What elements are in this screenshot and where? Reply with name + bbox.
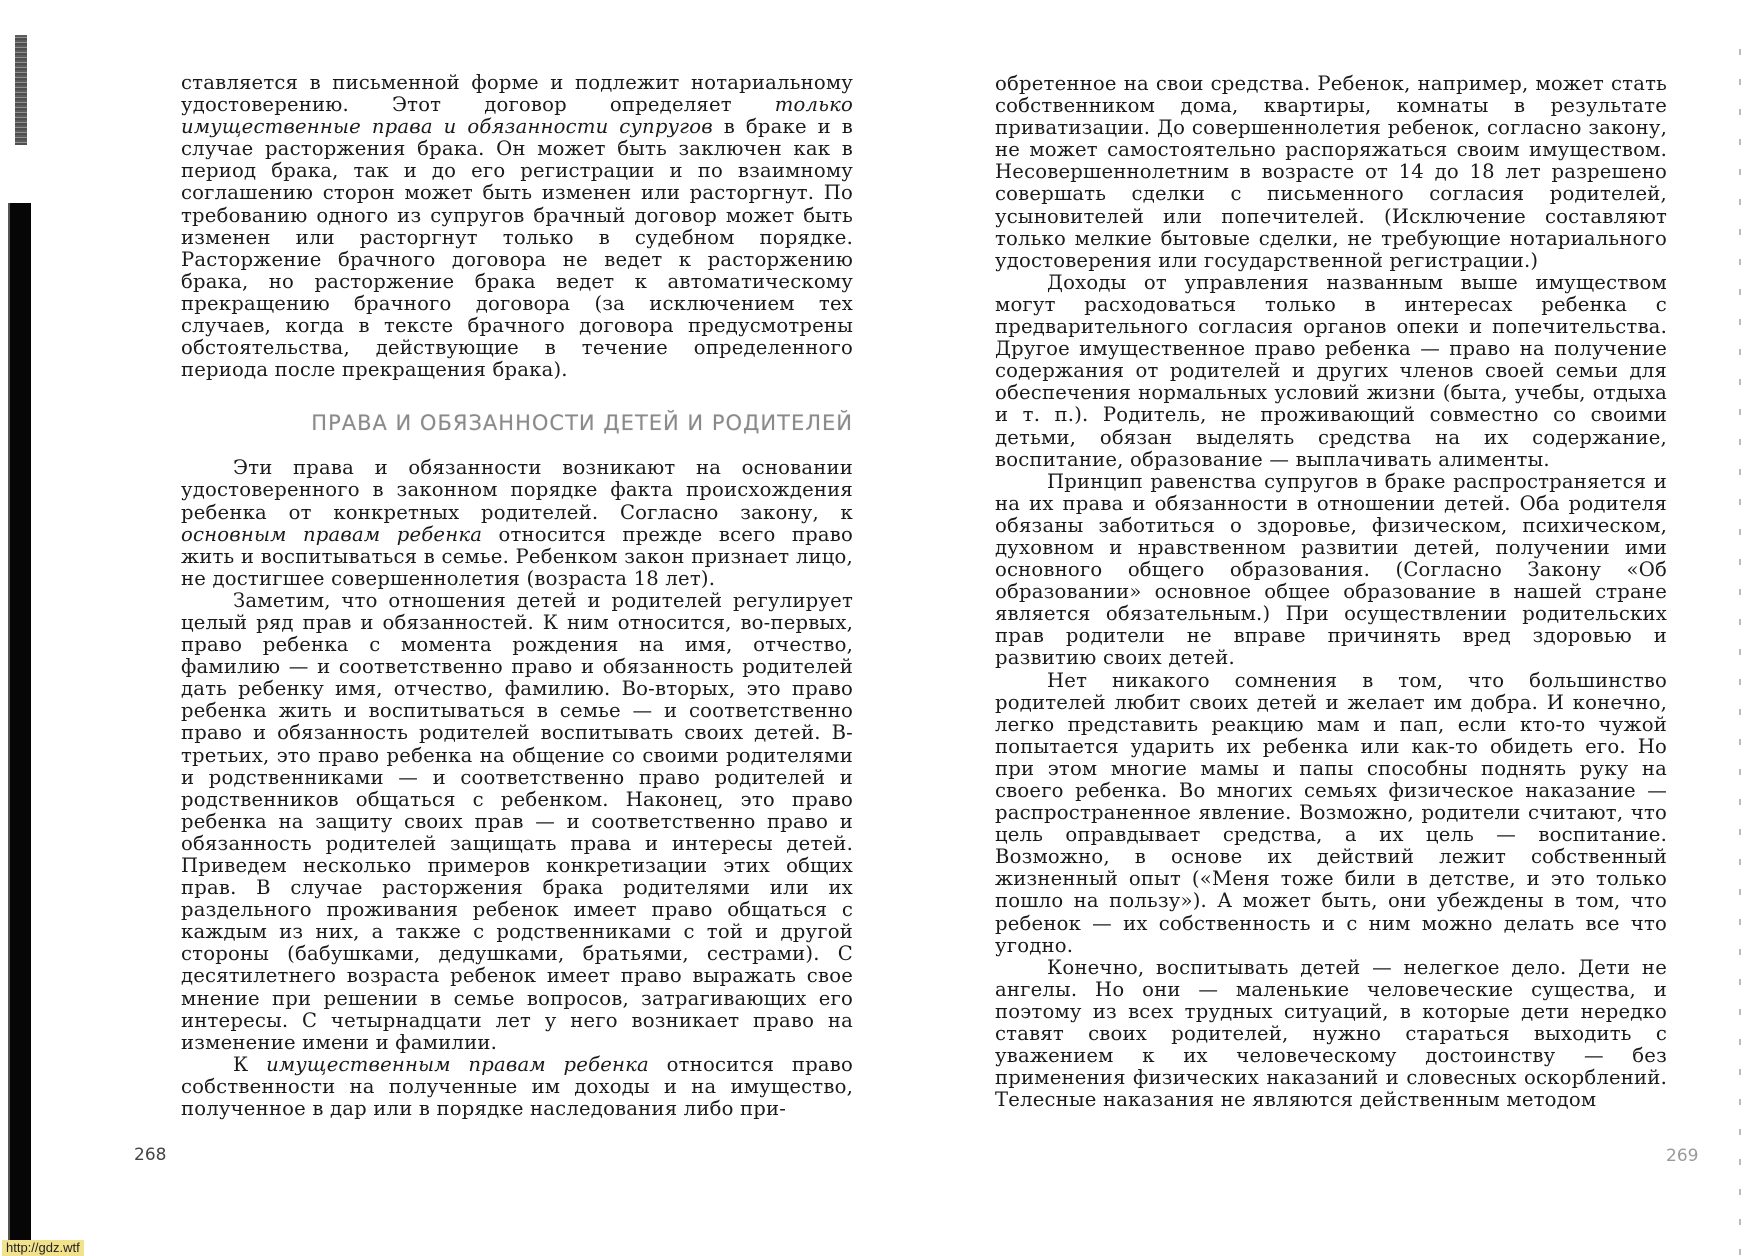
paragraph-income-management: Доходы от управления названным выше имуществом могут расходоваться только в интересах ребенка с предварительного согласия органов опеки и попечительства. Другое имущественное право ребенка — право на получение содержания от родителей и других членов своей семьи для обеспечения нормальных условий жизни (быта, учебы, отдыха и т. п.). Родитель, не проживающий совместно со своими детьми, обязан выделять средства на их содержание, воспитание, образование — выплачивать алименты. — [995, 270, 1667, 471]
watermark-link[interactable]: http://gdz.wtf — [2, 1240, 84, 1256]
paragraph-property-rights — [181, 1054, 853, 1120]
emphasis-text: только имущественные права и обязанности супругов — [181, 93, 853, 139]
page-number-right: 269 — [1666, 1146, 1699, 1166]
paragraph-upbringing: Конечно, воспитывать детей — нелегкое дело. Дети не ангелы. Но они — маленькие человеческие существа, и поэтому из всех трудных ситуаций, в которые дети нередко ставят своих родителей, нужно стараться выходить с уважением к их человеческому достоинству — без применения физических наказаний и словесных оскорблений. Телесные наказания не являются действенным методом — [995, 955, 1667, 1112]
paragraph-property-continued: обретенное на свои средства. Ребенок, например, может стать собственником дома, квартиры, комнаты в результате приватизации. До совершеннолетия ребенок, согласно закону, не может самостоятельно распоряжаться своим имуществом. Несовершеннолетним в возрасте от 14 до 18 лет разрешено совершать сделки с письменного согласия родителей, усыновителей или попечителей. (Исключение составляют только мелкие бытовые сделки, не требующие нотариального удостоверения или государственной регистрации.) — [995, 72, 1667, 272]
emphasis-text: имущественным правам ребенка — [266, 1052, 649, 1076]
section-heading: ПРАВА И ОБЯЗАННОСТИ ДЕТЕЙ И РОДИТЕЛЕЙ — [311, 411, 853, 436]
paragraph-rights-origin — [181, 457, 853, 590]
paragraph-physical-punishment: Нет никакого сомнения в том, что большинство родителей любит своих детей и желает им добра. И конечно, легко представить реакцию мам и пап, если кто-то чужой попытается ударить их ребенка или как-то обидеть его. Но при этом многие мамы и папы способны поднять руку на своего ребенка. Во многих семьях физическое наказание — распространенное явление. Возможно, родители считают, что цель оправдывает средства, а их цель — воспитание. Возможно, в основе их действий лежит собственный жизненный опыт («Меня тоже били в детстве, и это только пошло на пользу»). А может быть, они убеждены в том, что ребенок — их собственность и с ним можно делать все что угодно. — [995, 668, 1667, 957]
page-edge-line — [1739, 45, 1741, 1255]
scan-binding-shadow-top — [15, 35, 27, 145]
scan-binding-shadow — [8, 203, 31, 1241]
text: К — [233, 1052, 267, 1076]
paragraph-marriage-contract — [181, 72, 853, 381]
text: Эти права и обязанности возникают на основании удостоверенного в законном порядке факта происхождения ребенка от конкретных родителей. Согласно закону, к — [181, 456, 853, 524]
text: в браке и в случае расторжения брака. Он может быть заключен как в период брака, так и до его регистрации и по взаимному соглашению сторон может быть изменен или расторгнут. По требованию одного из супругов брачный договор может быть изменен или расторгнут только в судебном порядке. Расторжение брачного договора не ведет к расторжению брака, но расторжение брака ведет к автоматическому прекращению брачного договора (за исключением тех случаев, когда в тексте брачного договора предусмотрены обстоятельства, действующие в течение определенного периода после прекращения брака). — [181, 115, 853, 382]
paragraph-rights-list: Заметим, что отношения детей и родителей регулирует целый ряд прав и обязанностей. К ним относится, во-первых, право ребенка с момента рождения на имя, отчество, фамилию — и соответственно право и обязанность родителей дать ребенку имя, отчество, фамилию. Во-вторых, это право ребенка жить и воспитываться в семье — и соответственно право и обязанность родителей воспитывать своих детей. В-третьих, это право ребенка на общение со своими родителями и родственниками — и соответственно право родителей и родственников общаться с ребенком. Наконец, это право ребенка на защиту своих прав — и соответственно право и обязанность родителей защищать права и интересы детей. Приведем несколько примеров конкретизации этих общих прав. В случае расторжения брака родителями или их раздельного проживания ребенок имеет право общаться с каждым из них, а также с родственниками с той и другой стороны (бабушками, дедушками, братьями, сестрами). С десятилетнего возраста ребенок имеет право выражать свое мнение при решении в семье вопросов, затрагивающих его интересы. С четырнадцати лет у него возникает право на изменение имени и фамилии. — [181, 588, 853, 1054]
emphasis-text: основным правам ребенка — [181, 522, 483, 546]
text: ставляется в письменной форме и подлежит нотариальному удостоверению. Этот договор определяет — [181, 71, 853, 117]
left-page — [181, 72, 853, 1120]
text: относится прежде всего право жить и воспитываться в семье. Ребенком закон признает лицо, не достигшее совершеннолетия (возраста 18 лет). — [181, 522, 853, 590]
page-number-left: 268 — [134, 1145, 167, 1165]
text: относится право собственности на полученные им доходы и на имущество, полученное в дар или в порядке наследования либо при- — [181, 1052, 853, 1121]
paragraph-equality-principle: Принцип равенства супругов в браке распространяется и на их права и обязанности в отношении детей. Оба родителя обязаны заботиться о здоровье, физическом, психическом, духовном и нравственном развитии детей, получении ими основного общего образования. (Согласно Закону «Об образовании» основное общее образование в нашей стране является обязательным.) При осуществлении родительских прав родители не вправе причинять вред здоровью и развитию своих детей. — [995, 469, 1667, 670]
right-page — [995, 73, 1667, 1111]
